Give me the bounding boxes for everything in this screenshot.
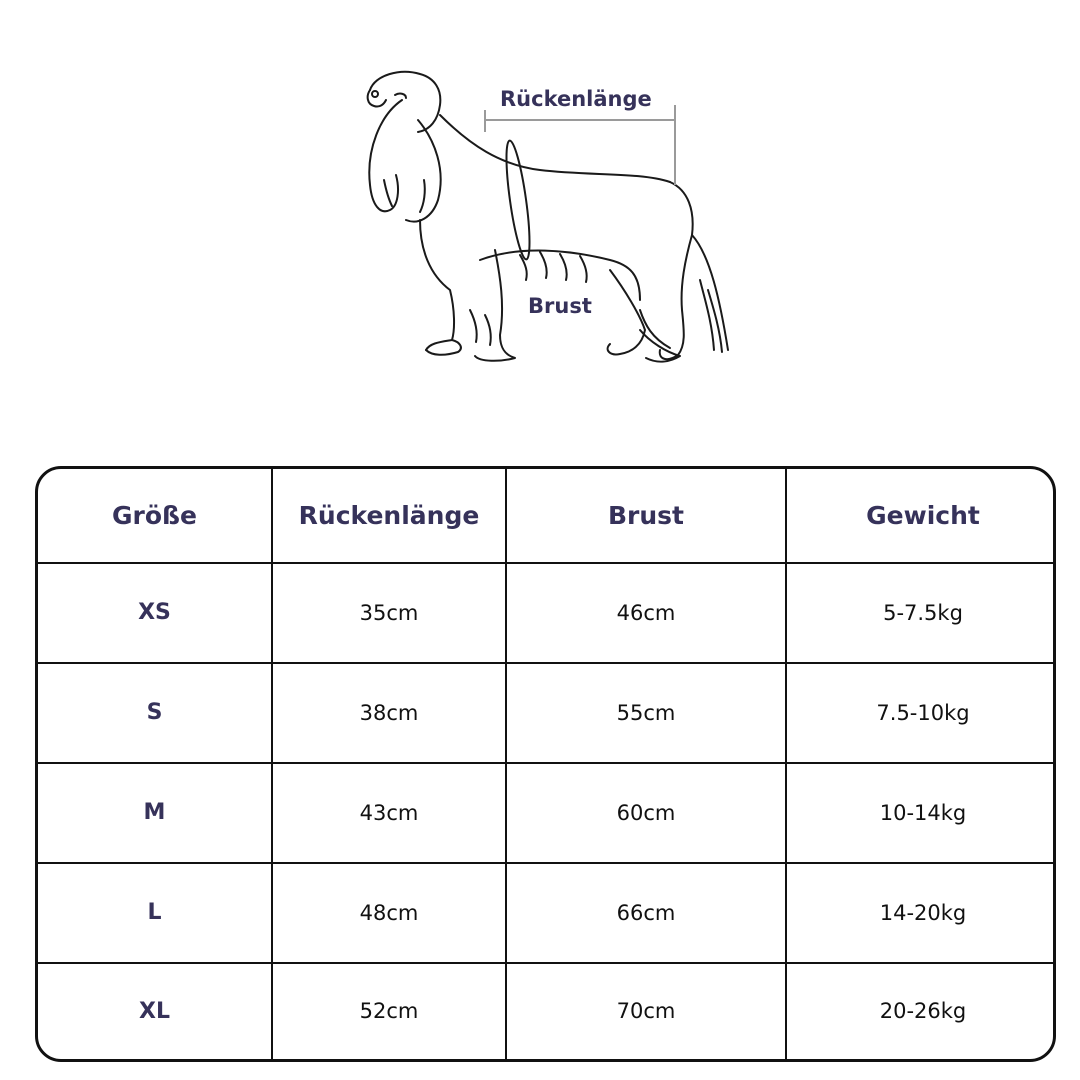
weight-cell: 7.5-10kg bbox=[786, 663, 1056, 763]
chest-cell: 70cm bbox=[506, 963, 786, 1059]
table-row bbox=[38, 963, 1056, 1059]
table-row bbox=[38, 863, 1056, 963]
back-length-cell: 48cm bbox=[272, 863, 506, 963]
chest-label: Brust bbox=[528, 294, 592, 318]
weight-cell: 14-20kg bbox=[786, 863, 1056, 963]
weight-cell: 10-14kg bbox=[786, 763, 1056, 863]
size-cell: S bbox=[38, 663, 272, 763]
back-length-cell: 52cm bbox=[272, 963, 506, 1059]
header-weight: Gewicht bbox=[786, 469, 1056, 563]
size-cell: L bbox=[38, 863, 272, 963]
table-header-row bbox=[38, 469, 1056, 563]
chest-cell: 55cm bbox=[506, 663, 786, 763]
chest-cell: 66cm bbox=[506, 863, 786, 963]
size-chart-table bbox=[35, 466, 1056, 1062]
header-chest: Brust bbox=[506, 469, 786, 563]
chest-cell: 60cm bbox=[506, 763, 786, 863]
size-cell: M bbox=[38, 763, 272, 863]
chest-cell: 46cm bbox=[506, 563, 786, 663]
table-row bbox=[38, 663, 1056, 763]
table-row bbox=[38, 563, 1056, 663]
header-back-length: Rückenlänge bbox=[272, 469, 506, 563]
weight-cell: 20-26kg bbox=[786, 963, 1056, 1059]
size-cell: XL bbox=[38, 963, 272, 1059]
table-row bbox=[38, 763, 1056, 863]
back-length-cell: 43cm bbox=[272, 763, 506, 863]
back-length-cell: 38cm bbox=[272, 663, 506, 763]
back-length-cell: 35cm bbox=[272, 563, 506, 663]
back-length-label: Rückenlänge bbox=[500, 87, 652, 111]
size-cell: XS bbox=[38, 563, 272, 663]
weight-cell: 5-7.5kg bbox=[786, 563, 1056, 663]
header-size: Größe bbox=[38, 469, 272, 563]
